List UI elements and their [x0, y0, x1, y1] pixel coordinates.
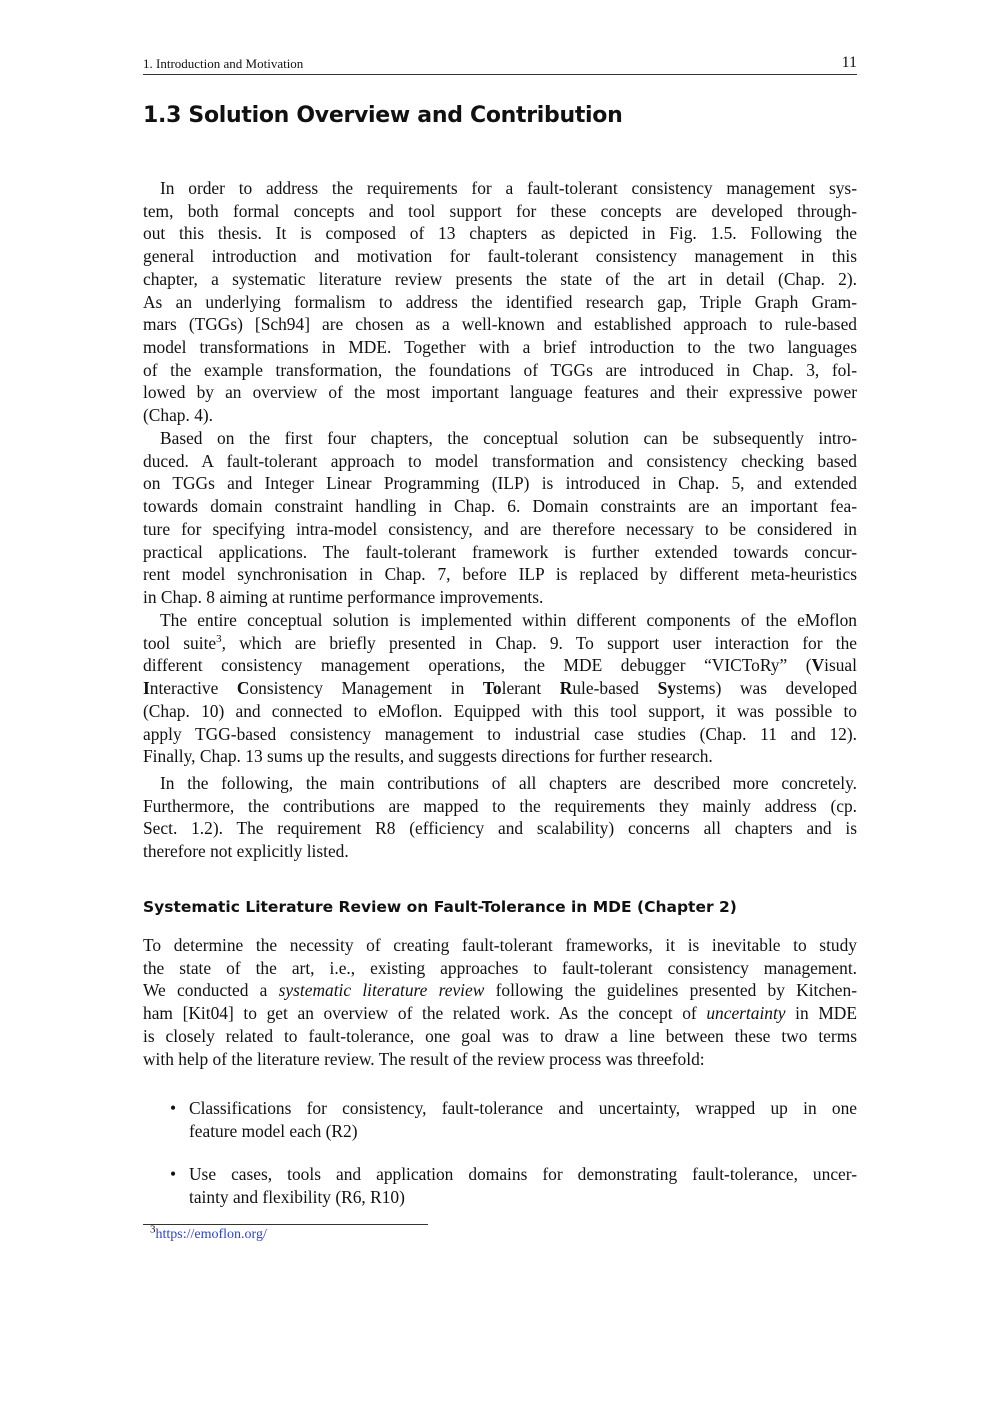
text-line: (Chap. 4).: [143, 405, 214, 426]
text-line: apply TGG-based consistency management to industrial case studies (Chap. 11 and 12).: [143, 723, 857, 744]
text-line: ham [Kit04] to get an overview of the related work. As the concept of uncertainty in MDE: [143, 1003, 857, 1024]
paragraph: [143, 772, 857, 863]
paragraph: [143, 177, 857, 427]
header-chapter: 1. Introduction and Motivation: [143, 56, 304, 71]
footnote-mark: 3: [150, 1223, 156, 1236]
text-line: tainty and flexibility (R6, R10): [189, 1186, 405, 1207]
text-line: duced. A fault-tolerant approach to model transformation and consistency checking based: [143, 450, 857, 471]
text-line: In the following, the main contributions of all chapters are described more concretely.: [160, 773, 857, 793]
text-line: Interactive Consistency Management in Tolerant Rule-based Systems) was developed: [143, 678, 858, 699]
text-line: (Chap. 10) and connected to eMoflon. Equipped with this tool support, it was possible to: [143, 700, 857, 721]
text-line: feature model each (R2): [189, 1120, 358, 1141]
bullet-item: [143, 1163, 857, 1208]
text-line: As an underlying formalism to address the identified research gap, Triple Graph Gram-: [143, 291, 857, 312]
text-line: ture for specifying intra-model consistency, and are therefore necessary to be considered in: [143, 518, 857, 539]
subsection-title: Systematic Literature Review on Fault-Tolerance in MDE (Chapter 2): [143, 898, 737, 916]
text-line: on TGGs and Integer Linear Programming (ILP) is introduced in Chap. 5, and extended: [143, 473, 857, 494]
text-line: out this thesis. It is composed of 13 chapters as depicted in Fig. 1.5. Following the: [143, 223, 857, 244]
text-line: Use cases, tools and application domains for demonstrating fault-tolerance, uncer-: [189, 1164, 857, 1184]
text-line: We conducted a systematic literature review following the guidelines presented by Kitchen-: [143, 980, 858, 1001]
bullet-icon: •: [170, 1164, 177, 1184]
bullet-icon: •: [170, 1098, 177, 1118]
text-line: in Chap. 8 aiming at runtime performance improvements.: [143, 586, 544, 607]
page-number: 11: [841, 54, 857, 71]
paragraph: [143, 934, 857, 1070]
bullet-item: [143, 1097, 857, 1142]
text-line: tem, both formal concepts and tool support for these concepts are developed through-: [143, 200, 857, 221]
text-line: Finally, Chap. 13 sums up the results, and suggests directions for further research.: [143, 746, 713, 767]
running-header: [143, 54, 857, 75]
text-line: tool suite$^3$, which are briefly presented in Chap. 9. To support user interaction for the: [143, 632, 857, 653]
text-line: rent model synchronisation in Chap. 7, before ILP is replaced by different meta-heuristics: [143, 564, 857, 585]
text-line: the state of the art, i.e., existing approaches to fault-tolerant consistency management.: [143, 957, 857, 978]
text-line: lowed by an overview of the most important language features and their expressive power: [143, 382, 857, 403]
footnote: [150, 1223, 267, 1243]
text-line: general introduction and motivation for fault-tolerant consistency management in this: [143, 246, 857, 267]
text-line: chapter, a systematic literature review presents the state of the art in detail (Chap. 2).: [143, 268, 857, 289]
text-line: is closely related to fault-tolerance, one goal was to draw a line between these two terms: [143, 1025, 857, 1046]
text-line: mars (TGGs) [Sch94] are chosen as a well-known and established approach to rule-based: [143, 314, 857, 335]
text-line: In order to address the requirements for a fault-tolerant consistency management sys-: [160, 178, 857, 198]
section-title: 1.3 Solution Overview and Contribution: [143, 103, 623, 128]
text-line: therefore not explicitly listed.: [143, 841, 349, 862]
text-line: different consistency management operations, the MDE debugger “VICToRy” (Visual: [143, 655, 857, 676]
text-line: Furthermore, the contributions are mapped to the requirements they mainly address (cp.: [143, 795, 857, 816]
text-line: The entire conceptual solution is implemented within different components of the eMoflon: [160, 610, 857, 630]
text-line: with help of the literature review. The result of the review process was threefold:: [143, 1048, 705, 1069]
paragraph: [143, 609, 857, 768]
text-line: towards domain constraint handling in Chap. 6. Domain constraints are an important fea-: [143, 496, 857, 517]
text-line: To determine the necessity of creating fault-tolerant frameworks, it is inevitable to study: [143, 935, 857, 955]
text-line: Sect. 1.2). The requirement R8 (efficiency and scalability) concerns all chapters and is: [143, 818, 857, 839]
text-line: practical applications. The fault-tolerant framework is further extended towards concur-: [143, 541, 857, 562]
footnote-rule: [143, 1224, 428, 1225]
paragraph: [143, 427, 857, 609]
footnote-link[interactable]: https://emoflon.org/: [155, 1227, 267, 1242]
text-line: model transformations in MDE. Together with a brief introduction to the two languages: [143, 336, 857, 357]
text-line: Classifications for consistency, fault-tolerance and uncertainty, wrapped up in one: [189, 1098, 857, 1118]
text-line: of the example transformation, the foundations of TGGs are introduced in Chap. 3, fol-: [143, 359, 857, 380]
text-line: Based on the first four chapters, the conceptual solution can be subsequently intro-: [160, 428, 857, 448]
